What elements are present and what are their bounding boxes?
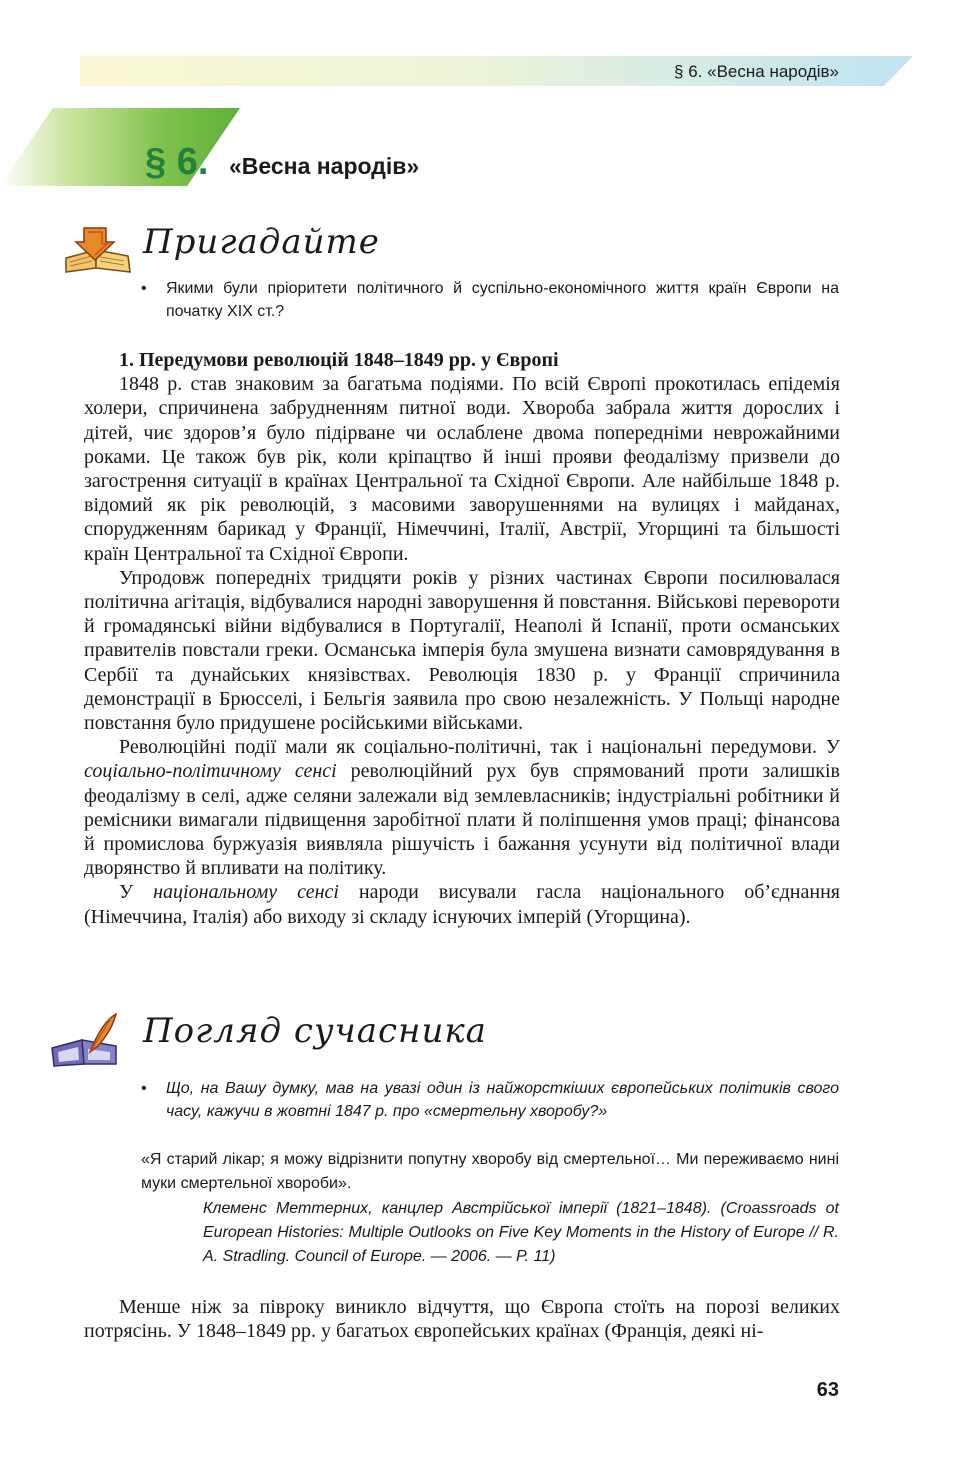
- closing-text: [84, 1295, 840, 1343]
- contemporary-question: [141, 1077, 839, 1123]
- bullet-icon: •: [141, 280, 147, 297]
- main-text: [84, 348, 840, 929]
- remember-question: [141, 277, 839, 323]
- subsection-title: 1. Передумови революцій 1848–1849 рр. у Європі: [119, 349, 559, 371]
- paragraph-4-rest: народи висували гасла національного об’єднання (Німеччина, Італія) або виходу зі складу існуючих імперій (Угорщина).: [84, 881, 840, 928]
- paragraph-3-emphasis: соціально-політичному сенсі: [84, 760, 337, 783]
- paragraph-1: 1848 р. став знаковим за багатьма подіями. По всій Європі прокотилась епідемія холери, спричинена забрудненням питної води. Хвороба забрала життя дорослих і дітей, чиє здоров’я було підірване чи ослаблене двома попередніми неврожайними роками. Це також був рік, коли кріпацтво й інші прояви феодалізму призвели до загострення ситуації в країнах Центральної та Східної Європи. Але найбільше 1848 р. відомий як рік революцій, з масовими заворушеннями на вулицях і майданах, спорудженням барикад у Франції, Німеччині, Італії, Австрії, Угорщині та більшості країн Центральної та Східної Європи.: [84, 373, 840, 565]
- paragraph-4: [84, 880, 840, 928]
- quote: «Я старий лікар; я можу відрізнити попутну хворобу від смертельної… Ми переживаємо нині муки смертельної хвороби».: [141, 1151, 839, 1192]
- contemporary-question-text: Що, на Вашу думку, мав на увазі один із найжорсткіших європейських політиків свого часу, кажучи в жовтні 1847 р. про «смертельну хворобу?»: [166, 1080, 839, 1120]
- book-arrow-icon: [62, 224, 134, 274]
- running-title: § 6. «Весна народів»: [674, 62, 839, 81]
- paragraph-3-prefix: У: [825, 736, 841, 759]
- remember-question-text: Якими були пріоритети політичного й суспільно-економічного життя країн Європи на початку XIX ст.?: [166, 280, 839, 320]
- paragraph-2: Упродовж попередніх тридцяти років у різних частинах Європи посилювалася політична агітація, відбувалися народні заворушення й повстання. Військові перевороти й громадянські війни відбувалися в Португалії, Неаполі й Іспанії, проти османських правителів повстали греки. Османська імперія була змушена визнати самоврядування в Сербії та дунайських князівствах. Революція 1830 р. у Франції спричинила демонстрації в Брюсселі, і Бельгія заявила про свою незалежність. У Польщі народне повстання було придушене російськими військами.: [84, 566, 840, 735]
- bullet-icon: •: [141, 1080, 147, 1097]
- section-title: «Весна народів»: [229, 153, 420, 179]
- remember-heading: Пригадайте: [143, 222, 380, 262]
- paragraph-3-rest: революційний рух був спрямований проти залишків феодалізму в селі, адже селяни залежали від землевласників; індустріальні робітники й ремісники вимагали підвищення заробітної плати й поліпшення умов праці; фінансова й промислова буржуазія виявляла рішучість і бажання усунути від політичної влади дворянство й впливати на політику.: [84, 760, 841, 880]
- paragraph-4-prefix: У: [119, 881, 154, 904]
- paragraph-4-emphasis: національному сенсі: [153, 881, 339, 904]
- book-quill-icon: [50, 1012, 122, 1068]
- paragraph-3-lead: Революційні події мали як соціально-політичні, так і національні передумови.: [119, 736, 817, 759]
- section-number: § 6.: [145, 141, 209, 183]
- closing-paragraph: Менше ніж за півроку виникло відчуття, що Європа стоїть на порозі великих потрясінь. У 1848–1849 рр. у багатьох європейських країнах (Франція, деякі ні-: [84, 1296, 840, 1343]
- paragraph-3: [84, 735, 840, 880]
- quote-source: Клеменс Меттерних, канцлер Австрійської імперії (1821–1848). (Croassroads ot European Histories: Multiple Outlooks on Five Key Moments in the History of Europe // R. A. Stradling. Council of Europe. — 2006. — P. 11): [203, 1200, 839, 1265]
- page-number: 63: [816, 1379, 839, 1401]
- contemporary-heading: Погляд сучасника: [143, 1011, 487, 1051]
